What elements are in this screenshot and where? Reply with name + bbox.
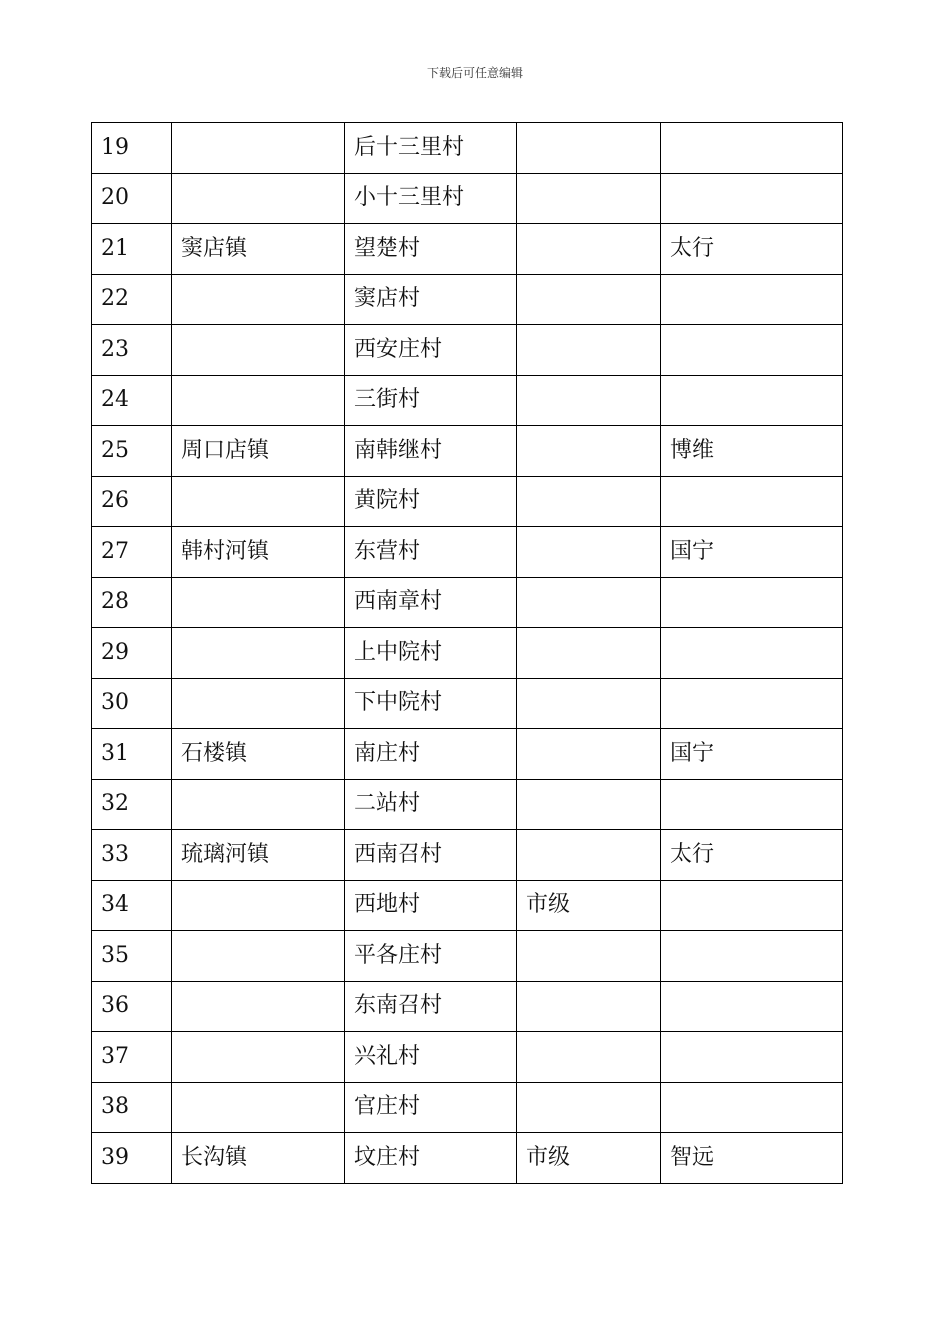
village-cell: 坟庄村 <box>345 1133 517 1184</box>
level-cell <box>517 274 661 325</box>
town-cell: 长沟镇 <box>172 1133 345 1184</box>
level-cell: 市级 <box>517 1133 661 1184</box>
table-row <box>92 1032 843 1083</box>
table-row <box>92 1133 843 1184</box>
company-cell <box>661 1082 843 1133</box>
village-cell: 东南召村 <box>345 981 517 1032</box>
town-cell <box>172 678 345 729</box>
company-cell <box>661 476 843 527</box>
row-number-cell: 32 <box>92 779 172 830</box>
level-cell <box>517 224 661 275</box>
row-number-cell: 19 <box>92 123 172 174</box>
level-cell <box>517 981 661 1032</box>
town-cell <box>172 1082 345 1133</box>
level-cell <box>517 577 661 628</box>
company-cell <box>661 779 843 830</box>
town-cell <box>172 476 345 527</box>
level-cell <box>517 123 661 174</box>
row-number-cell: 26 <box>92 476 172 527</box>
village-cell: 西地村 <box>345 880 517 931</box>
company-cell <box>661 628 843 679</box>
village-cell: 西安庄村 <box>345 325 517 376</box>
row-number-cell: 37 <box>92 1032 172 1083</box>
village-cell: 上中院村 <box>345 628 517 679</box>
company-cell: 国宁 <box>661 729 843 780</box>
town-cell: 韩村河镇 <box>172 527 345 578</box>
row-number-cell: 31 <box>92 729 172 780</box>
town-cell <box>172 628 345 679</box>
page-header: 下载后可任意编辑 <box>426 66 523 80</box>
village-cell: 官庄村 <box>345 1082 517 1133</box>
table-row <box>92 123 843 174</box>
row-number-cell: 34 <box>92 880 172 931</box>
village-cell: 南韩继村 <box>345 426 517 477</box>
company-cell: 智远 <box>661 1133 843 1184</box>
company-cell: 太行 <box>661 224 843 275</box>
village-cell: 南庄村 <box>345 729 517 780</box>
town-cell <box>172 931 345 982</box>
town-cell: 窦店镇 <box>172 224 345 275</box>
table-row <box>92 729 843 780</box>
level-cell: 市级 <box>517 880 661 931</box>
row-number-cell: 25 <box>92 426 172 477</box>
table-row <box>92 628 843 679</box>
town-cell <box>172 123 345 174</box>
row-number-cell: 36 <box>92 981 172 1032</box>
table-row <box>92 476 843 527</box>
table-row <box>92 577 843 628</box>
village-cell: 下中院村 <box>345 678 517 729</box>
row-number-cell: 33 <box>92 830 172 881</box>
town-cell: 琉璃河镇 <box>172 830 345 881</box>
company-cell <box>661 123 843 174</box>
town-cell <box>172 274 345 325</box>
town-cell <box>172 1032 345 1083</box>
town-cell <box>172 880 345 931</box>
level-cell <box>517 426 661 477</box>
table-row <box>92 779 843 830</box>
company-cell <box>661 1032 843 1083</box>
table-row <box>92 426 843 477</box>
village-cell: 东营村 <box>345 527 517 578</box>
row-number-cell: 28 <box>92 577 172 628</box>
row-number-cell: 39 <box>92 1133 172 1184</box>
company-cell <box>661 375 843 426</box>
level-cell <box>517 173 661 224</box>
village-cell: 小十三里村 <box>345 173 517 224</box>
level-cell <box>517 375 661 426</box>
level-cell <box>517 628 661 679</box>
level-cell <box>517 476 661 527</box>
level-cell <box>517 729 661 780</box>
village-cell: 兴礼村 <box>345 1032 517 1083</box>
level-cell <box>517 779 661 830</box>
row-number-cell: 21 <box>92 224 172 275</box>
company-cell: 国宁 <box>661 527 843 578</box>
company-cell <box>661 173 843 224</box>
table-row <box>92 830 843 881</box>
table-row <box>92 375 843 426</box>
level-cell <box>517 527 661 578</box>
town-cell <box>172 779 345 830</box>
table-row <box>92 527 843 578</box>
table-row <box>92 678 843 729</box>
table-row <box>92 224 843 275</box>
village-cell: 二站村 <box>345 779 517 830</box>
table-row <box>92 880 843 931</box>
town-cell: 周口店镇 <box>172 426 345 477</box>
company-cell <box>661 678 843 729</box>
level-cell <box>517 931 661 982</box>
level-cell <box>517 678 661 729</box>
company-cell <box>661 274 843 325</box>
town-cell <box>172 375 345 426</box>
level-cell <box>517 1032 661 1083</box>
table-row <box>92 1082 843 1133</box>
company-cell <box>661 325 843 376</box>
company-cell: 太行 <box>661 830 843 881</box>
level-cell <box>517 1082 661 1133</box>
company-cell: 博维 <box>661 426 843 477</box>
row-number-cell: 20 <box>92 173 172 224</box>
town-cell <box>172 577 345 628</box>
row-number-cell: 22 <box>92 274 172 325</box>
company-cell <box>661 880 843 931</box>
row-number-cell: 30 <box>92 678 172 729</box>
table-row <box>92 274 843 325</box>
village-cell: 平各庄村 <box>345 931 517 982</box>
company-cell <box>661 931 843 982</box>
table-row <box>92 173 843 224</box>
village-cell: 黄院村 <box>345 476 517 527</box>
table-row <box>92 931 843 982</box>
village-cell: 西南召村 <box>345 830 517 881</box>
company-cell <box>661 577 843 628</box>
table-row <box>92 325 843 376</box>
village-cell: 窦店村 <box>345 274 517 325</box>
row-number-cell: 35 <box>92 931 172 982</box>
company-cell <box>661 981 843 1032</box>
village-cell: 西南章村 <box>345 577 517 628</box>
row-number-cell: 23 <box>92 325 172 376</box>
town-cell <box>172 173 345 224</box>
town-cell <box>172 325 345 376</box>
town-cell: 石楼镇 <box>172 729 345 780</box>
village-cell: 后十三里村 <box>345 123 517 174</box>
level-cell <box>517 830 661 881</box>
village-cell: 三街村 <box>345 375 517 426</box>
row-number-cell: 27 <box>92 527 172 578</box>
village-table <box>91 122 843 1184</box>
row-number-cell: 38 <box>92 1082 172 1133</box>
table-row <box>92 981 843 1032</box>
village-cell: 望楚村 <box>345 224 517 275</box>
level-cell <box>517 325 661 376</box>
town-cell <box>172 981 345 1032</box>
row-number-cell: 24 <box>92 375 172 426</box>
row-number-cell: 29 <box>92 628 172 679</box>
